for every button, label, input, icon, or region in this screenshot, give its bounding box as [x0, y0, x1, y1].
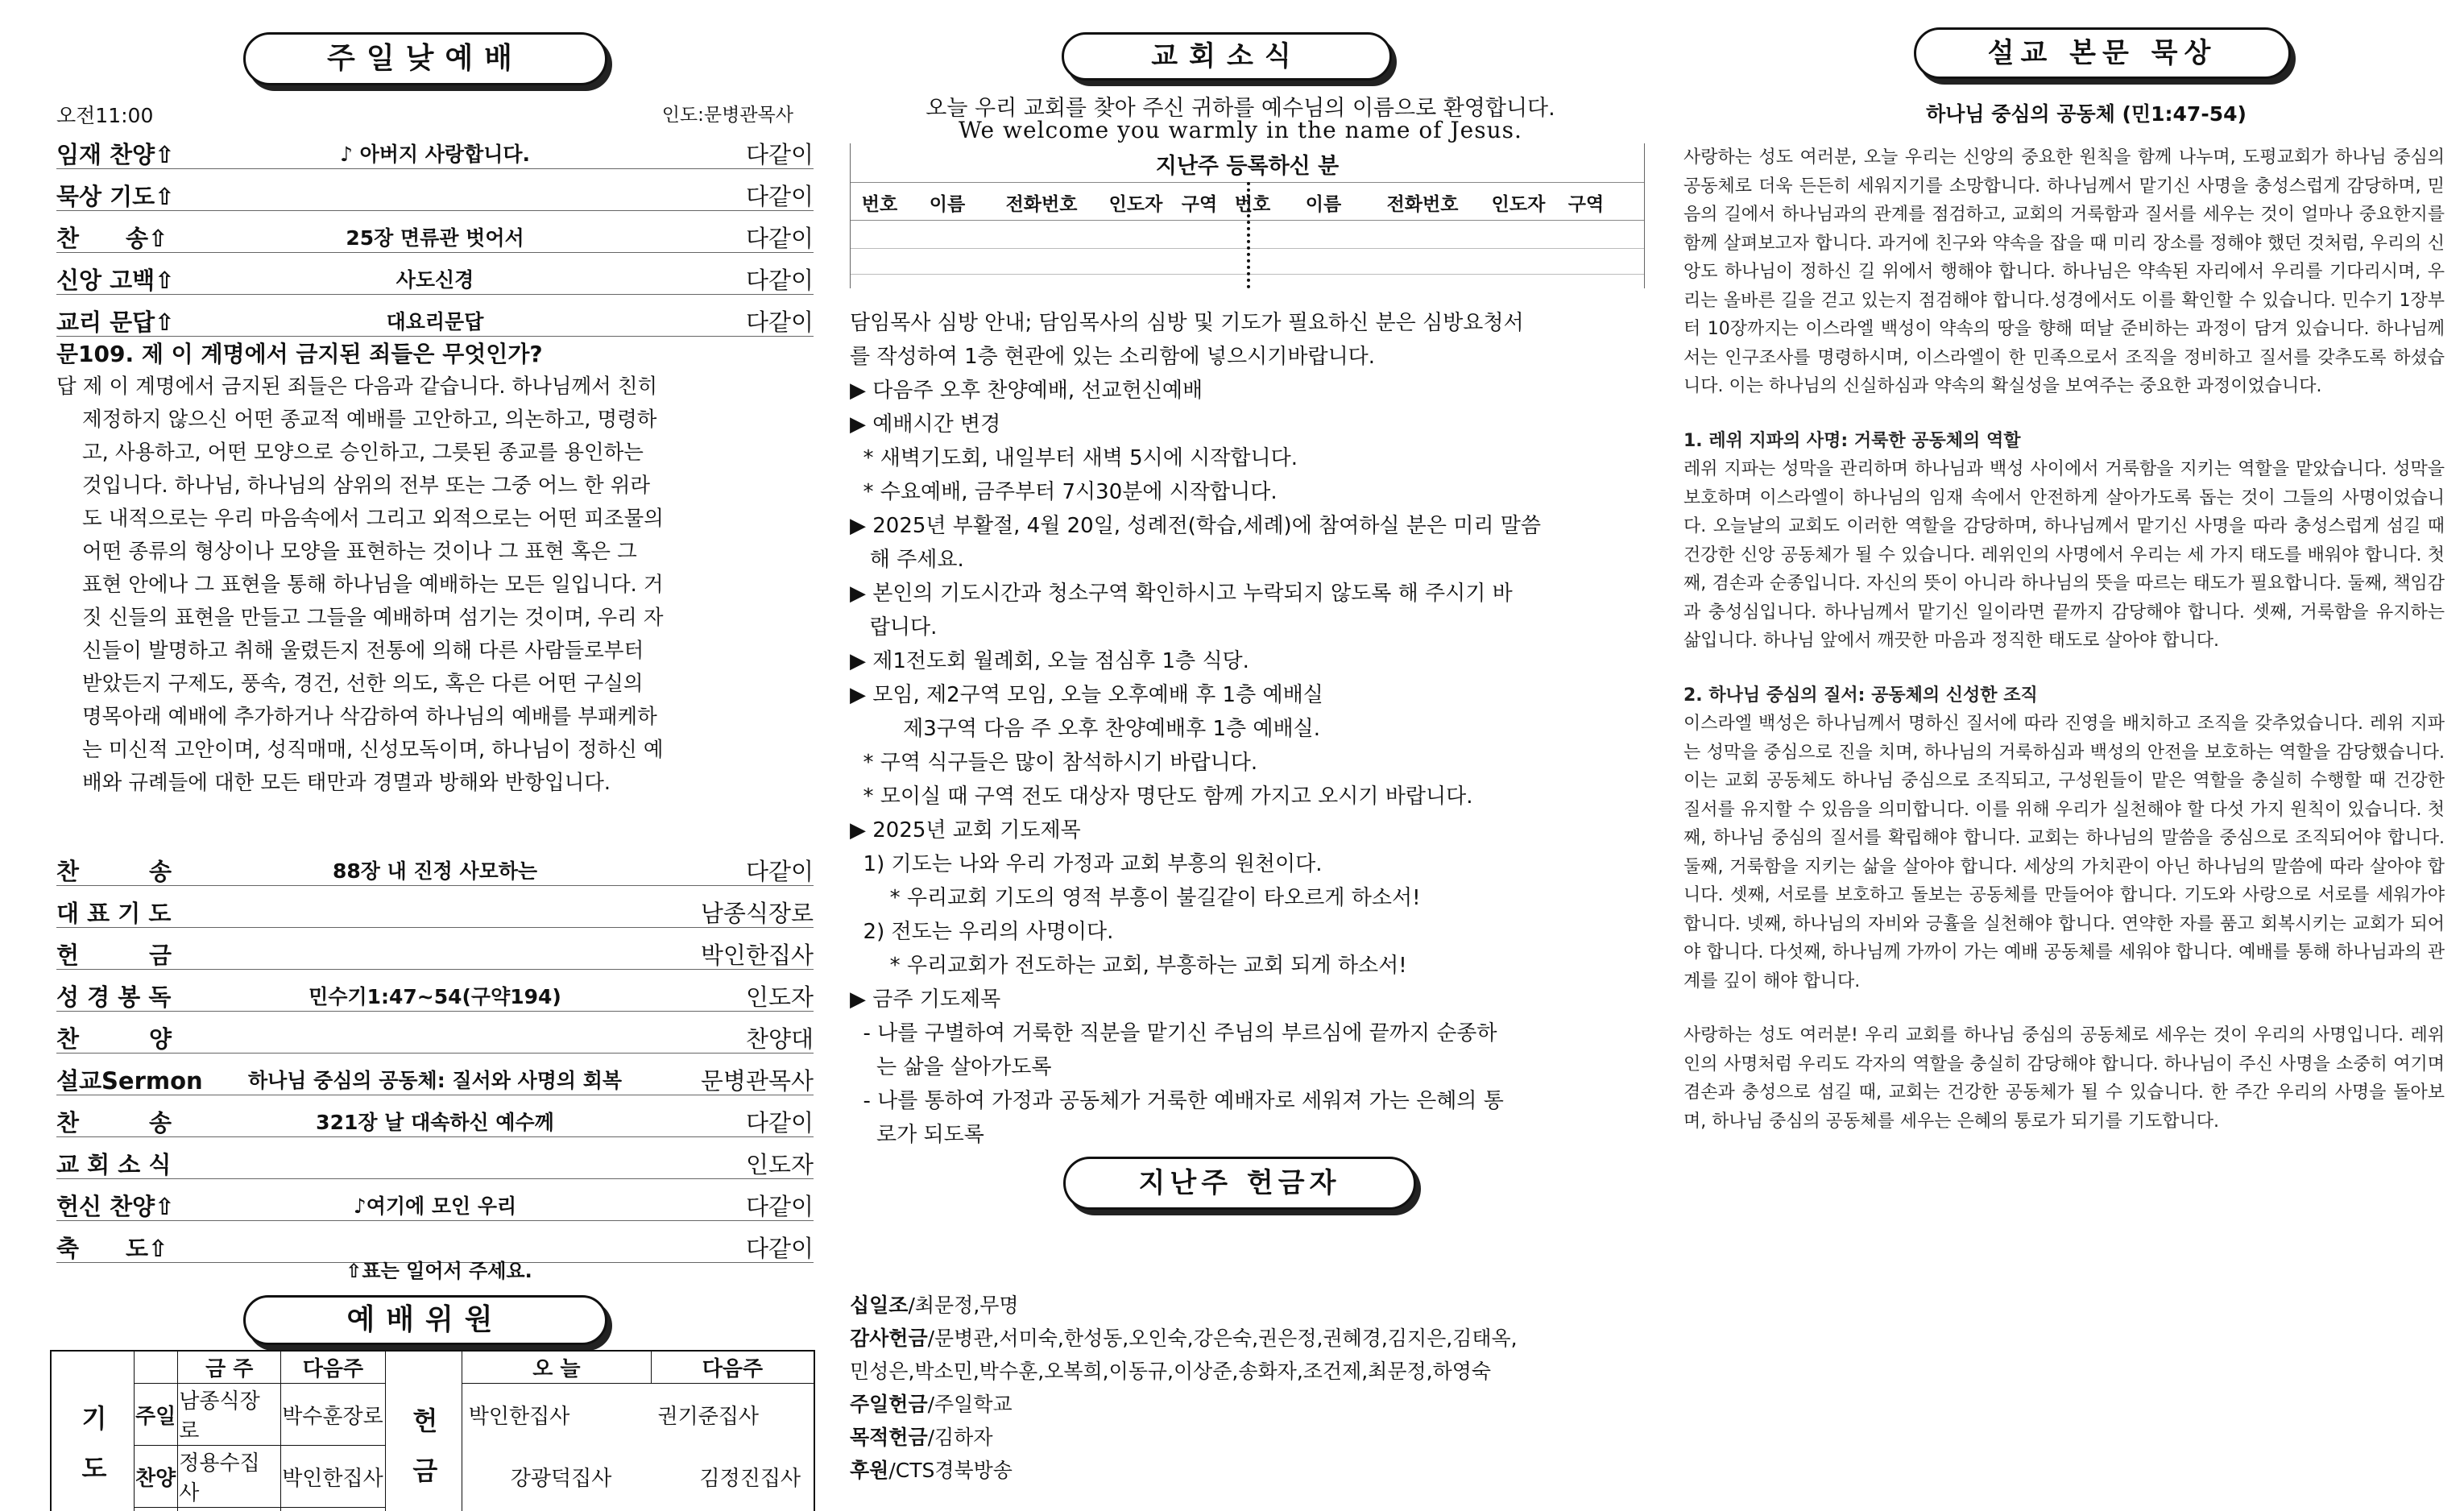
catechism-line: 신들이 발명하고 취해 울렸든지 전통에 의해 다른 사람들로부터 — [82, 639, 644, 663]
news-line: 랍니다. — [850, 615, 938, 640]
order-label: 헌신 찬양⇧ — [56, 1193, 175, 1220]
news-line: 2) 전도는 우리의 사명이다. — [850, 920, 1114, 944]
order-person: 인도자 — [745, 1151, 814, 1178]
offerer-line: 목적헌금/김하자 — [850, 1426, 993, 1449]
worship-column — [32, 0, 814, 1511]
news-list — [850, 306, 1647, 1152]
news-line: ▶ 예배시간 변경 — [850, 412, 1001, 437]
catechism-line: 명목아래 예배에 추가하거나 삭감하여 하나님의 예배를 부패케하 — [82, 705, 657, 729]
order-person: 다같이 — [745, 858, 814, 885]
news-line: 는 삶을 살아가도록 — [850, 1055, 1052, 1079]
order-person: 인도자 — [745, 983, 814, 1011]
order-item: 88장 내 진정 사모하는 — [332, 859, 538, 883]
order-person: 다같이 — [745, 1235, 814, 1262]
order-label: 찬 양 — [56, 1025, 172, 1053]
order-item: 321장 날 대속하신 예수께 — [316, 1111, 554, 1134]
sermon-intro: 사랑하는 성도 여러분, 오늘 우리는 신앙의 중요한 원칙을 함께 나누며, 도평교회가 하나님 중심의 공동체로 더욱 든든히 세워지기를 소망합니다. 하나님께서 맡기신 사명을 충성스럽게 감당하며, 믿음의 길에서 하나님과의 관계를 점검하고, 교회의 거룩함과 질서를 세우는 것이 얼마나 중요한지를 함께 살펴보고자 합니다. 과거에 친구와 약속을 잡을 때 미리 장소를 정해야 했던 것처럼, 우리의 신앙도 하나님이 정하신 길 위에서 행해야 합니다. 하나님은 약속된 자리에서 우리를 기다리시며, 우리는 올바른 길을 걷고 있는지 점검해야 합니다.성경에서도 이를 확인할 수 있습니다. 민수기 1장부터 10장까지는 이스라엘 백성이 약속의 땅을 향해 떠날 준비하는 과정이 담겨 있습니다. 하나님께서는 인구조사를 명령하시며, 이스라엘이 한 민족으로서 조직을 정비하고 질서를 갖추도록 하셨습니다. 이는 하나님의 신실하심과 약속의 확실성을 보여주는 중요한 과정이었습니다. — [1683, 147, 2445, 396]
news-line: 해 주세요. — [850, 548, 964, 572]
prayer-this: 정용수집사 — [178, 1446, 281, 1508]
section-2-body: 이스라엘 백성은 하나님께서 명하신 질서에 따라 진영을 배치하고 조직을 갖추었습니다. 레위 지파는 성막을 중심으로 진을 치며, 하나님의 거룩하심과 백성의 안전을 보호하는 역할을 감당했습니다. 이는 교회 공동체도 하나님 중심으로 조직되고, 구성원들이 맡은 역할을 충실히 수행할 때 건강한 질서를 유지할 수 있음을 의미합니다. 이를 위해 우리가 실천해야 할 다섯 가지 원칙이 있습니다. 첫째, 하나님 중심의 질서를 확립해야 합니다. 교회는 하나님의 말씀을 중심으로 조직되어야 합니다. 둘째, 거룩함을 지키는 삶을 살아야 합니다. 세상의 가치관이 아닌 하나님의 말씀에 따라 살아야 합니다. 셋째, 서로를 보호하고 돌보는 공동체를 만들어야 합니다. 기도와 사랑으로 서로를 세워가야 합니다. 넷째, 하나님의 자비와 긍휼을 실천해야 합니다. 연약한 자를 품고 회복시키는 교회가 되어야 합니다. 다섯째, 하나님께 가까이 가는 예배 공동체를 세워야 합니다. 예배를 통해 하나님과의 관계를 깊이 해야 합니다. — [1683, 714, 2445, 991]
catechism-line: 배와 규례들에 대한 모든 태만과 경멸과 방해와 반항입니다. — [82, 771, 611, 795]
order-label: 찬 송 — [56, 858, 172, 885]
registration-title: 지난주 등록하신 분 — [1155, 154, 1340, 179]
news-line: * 새벽기도회, 내일부터 새벽 5시에 시작합니다. — [850, 446, 1298, 470]
order-label: 대 표 기 도 — [56, 900, 172, 927]
news-line: 1) 기도는 나와 우리 가정과 교회 부흥의 원천이다. — [850, 852, 1323, 876]
registration-header: 전화번호 — [1386, 194, 1459, 215]
news-line: - 나를 통하여 가정과 공동체가 거룩한 예배자로 세워져 가는 은혜의 통 — [850, 1089, 1504, 1113]
news-line: ▶ 다음주 오후 찬양예배, 선교헌신예배 — [850, 379, 1203, 403]
news-line: 로가 되도록 — [850, 1123, 984, 1147]
order-label: 묵상 기도⇧ — [56, 183, 175, 210]
order-label: 성 경 봉 독 — [56, 983, 172, 1011]
registration-header: 전화번호 — [1005, 194, 1078, 215]
order-item: 민수기1:47~54(구약194) — [309, 985, 561, 1008]
order-row — [56, 132, 814, 169]
worship-time: 오전11:00 — [56, 104, 154, 127]
registration-header: 번호 — [1234, 194, 1271, 215]
order-person: 다같이 — [745, 141, 814, 168]
offering-today: 강광덕집사 — [510, 1466, 612, 1491]
head-next-week-2: 다음주 — [651, 1351, 814, 1384]
prayer-this — [178, 1508, 281, 1511]
catechism-answer — [56, 371, 814, 800]
news-line: 제3구역 다음 주 오후 찬양예배후 1층 예배실. — [850, 717, 1321, 741]
news-line: * 우리교회가 전도하는 교회, 부흥하는 교회 되게 하소서! — [850, 954, 1407, 978]
order-item: ♪ 아버지 사랑합니다. — [339, 143, 531, 166]
order-row — [56, 975, 814, 1012]
catechism-line: 고, 사용하고, 어떤 모양으로 승인하고, 그릇된 종교를 용인하는 — [82, 441, 644, 465]
order-label: 찬 송⇧ — [56, 225, 168, 252]
news-line: ▶ 금주 기도제목 — [850, 987, 1001, 1012]
order-label: 찬 송 — [56, 1109, 172, 1136]
section-2-heading: 2. 하나님 중심의 질서: 공동체의 신성한 조직 — [1683, 685, 2038, 706]
offerers-title: 지난주 헌금자 — [1063, 1157, 1416, 1210]
catechism-line: 표현 안에나 그 표현을 통해 하나님을 예배하는 모든 일입니다. 거 — [82, 573, 664, 597]
news-line: ▶ 2025년 교회 기도제목 — [850, 818, 1081, 842]
order-row — [56, 891, 814, 928]
offerer-line: 주일헌금/주일학교 — [850, 1393, 1013, 1416]
prayer-service — [135, 1508, 178, 1511]
order-label: 임재 찬양⇧ — [56, 141, 175, 168]
order-item: 하나님 중심의 공동체: 질서와 사명의 회복 — [247, 1069, 623, 1092]
registration-header: 이름 — [1305, 194, 1342, 215]
news-line: * 우리교회 기도의 영적 부흥이 불길같이 타오르게 하소서! — [850, 886, 1421, 910]
order-row — [56, 1058, 814, 1095]
roles-table — [50, 1350, 815, 1511]
worship-title: 주일낮예배 — [243, 32, 607, 85]
offering-next: 김정진집사 — [699, 1466, 801, 1491]
prayer-service: 찬양 — [135, 1446, 178, 1508]
order-person: 다같이 — [745, 1109, 814, 1136]
offerer-line: 감사헌금/문병관,서미숙,한성동,오인숙,강은숙,권은정,권혜경,김지은,김태옥, — [850, 1327, 1518, 1350]
order-row — [56, 1142, 814, 1179]
catechism-line: 답 제 이 계명에서 금지된 죄들은 다음과 같습니다. 하나님께서 친히 — [56, 375, 658, 399]
order-person: 다같이 — [745, 225, 814, 252]
news-line: ▶ 본인의 기도시간과 청소구역 확인하시고 누락되지 않도록 해 주시기 바 — [850, 582, 1513, 606]
news-line: * 수요예배, 금주부터 7시30분에 시작합니다. — [850, 480, 1278, 504]
registration-header: 구역 — [1181, 194, 1218, 215]
order-item: 25장 면류관 벗어서 — [346, 226, 524, 250]
worship-leader: 인도:문병관목사 — [661, 105, 793, 126]
order-label: 교 회 소 식 — [56, 1151, 172, 1178]
catechism-line: 것입니다. 하나님, 하나님의 삼위의 전부 또는 그중 어느 한 위라 — [82, 474, 650, 498]
registration-header: 인도자 — [1108, 194, 1163, 215]
order-person: 다같이 — [745, 267, 814, 294]
news-line: 를 작성하여 1층 현관에 있는 소리함에 넣으시기바랍니다. — [850, 345, 1376, 369]
prayer-next — [281, 1508, 386, 1511]
news-title: 교회소식 — [1062, 32, 1392, 81]
catechism-line: 짓 신들의 표현을 만들고 그들을 예배하며 섬기는 것이며, 우리 자 — [82, 606, 664, 630]
registration-header: 번호 — [861, 194, 898, 215]
order-label: 교리 문답⇧ — [56, 308, 175, 336]
offerers-list — [850, 1289, 1647, 1487]
registration-header: 이름 — [929, 194, 966, 215]
registration-box — [850, 143, 1645, 288]
section-1-heading: 1. 레위 지파의 사명: 거룩한 공동체의 역할 — [1683, 430, 2021, 451]
catechism-line: 도 내적으로는 우리 마음속에서 그리고 외적으로는 어떤 피조물의 — [82, 507, 664, 531]
prayer-this: 남종식장로 — [178, 1384, 281, 1446]
sermon-title: 설교 본문 묵상 — [1914, 27, 2291, 79]
order-row — [56, 1100, 814, 1137]
head-today: 오 늘 — [462, 1351, 651, 1384]
news-column — [838, 0, 1643, 1511]
section-1-body: 레위 지파는 성막을 관리하며 하나님과 백성 사이에서 거룩함을 지키는 역할을 맡았습니다. 성막을 보호하며 이스라엘이 하나님의 임재 속에서 안전하게 살아가도록 돕는 것이 그들의 사명이었습니다. 오늘날의 교회도 이러한 역할을 감당하며, 하나님께서 맡기신 사명을 따라 충성스럽게 섬길 때 건강한 신앙 공동체가 될 수 있습니다. 레위인의 사명에서 우리는 세 가지 태도를 배워야 합니다. 첫째, 겸손과 순종입니다. 자신의 뜻이 아니라 하나님의 뜻을 따르는 태도가 필요합니다. 둘째, 책임감과 충성심입니다. 하나님께서 맡기신 일이라면 끝까지 감당해야 합니다. 셋째, 거룩함을 유지하는 삶입니다. 하나님 앞에서 깨끗한 마음과 정직한 태도로 살아야 합니다. — [1683, 459, 2445, 651]
prayer-service: 주일 — [135, 1384, 178, 1446]
offering-label: 헌금 — [385, 1351, 462, 1511]
order-row — [56, 1184, 814, 1221]
order-row — [56, 174, 814, 211]
news-line: 담임목사 심방 안내; 담임목사의 심방 및 기도가 필요하신 분은 심방요청서 — [850, 311, 1524, 335]
order-person: 다같이 — [745, 308, 814, 336]
news-line: * 구역 식구들은 많이 참석하시기 바랍니다. — [850, 751, 1258, 775]
sermon-subtitle: 하나님 중심의 공동체 (민1:47-54) — [1926, 102, 2247, 126]
order-row — [56, 258, 814, 295]
sermon-column — [1683, 0, 2449, 1511]
offerer-line: 민성은,박소민,박수훈,오복희,이동규,이상준,송화자,조건제,최문정,하영숙 — [850, 1360, 1492, 1383]
order-person: 다같이 — [745, 183, 814, 210]
offering-today — [462, 1508, 651, 1511]
head-next-week: 다음주 — [281, 1351, 386, 1384]
prayer-next: 박인한집사 — [281, 1446, 386, 1508]
offering-next: 권기준집사 — [657, 1404, 760, 1429]
welcome-english: We welcome you warmly in the name of Jesus. — [959, 117, 1522, 143]
order-item: 사도신경 — [395, 268, 474, 292]
catechism-line: 제정하지 않으신 어떤 종교적 예배를 고안하고, 의논하고, 명령하 — [82, 408, 657, 432]
offerer-line: 십일조/최문정,무명 — [850, 1294, 1019, 1317]
news-line: ▶ 제1전도회 월례회, 오늘 점심후 1층 식당. — [850, 649, 1249, 673]
catechism-line: 받았든지 구제도, 풍속, 경건, 선한 의도, 혹은 다른 어떤 구실의 — [82, 672, 644, 696]
stand-note: ⇧표는 일어서 주세요. — [346, 1260, 532, 1282]
welcome-korean: 오늘 우리 교회를 찾아 주신 귀하를 예수님의 이름으로 환영합니다. — [926, 96, 1555, 121]
order-row — [56, 1016, 814, 1054]
registration-header: 구역 — [1567, 194, 1605, 215]
order-person: 문병관목사 — [700, 1067, 814, 1095]
order-label: 설교Sermon — [56, 1067, 203, 1095]
catechism-line: 는 미신적 고안이며, 성직매매, 신성모독이며, 하나님이 정하신 예 — [82, 738, 664, 762]
order-label: 신앙 고백⇧ — [56, 267, 175, 294]
head-this-week: 금 주 — [178, 1351, 281, 1384]
order-person: 박인한집사 — [700, 942, 814, 969]
offering-today: 박인한집사 — [468, 1404, 570, 1429]
prayer-next: 박수훈장로 — [281, 1384, 386, 1446]
order-row — [56, 216, 814, 253]
registration-header: 인도자 — [1491, 194, 1546, 215]
catechism-question: 문109. 제 이 계명에서 금지된 죄들은 무엇인가? — [56, 341, 543, 367]
prayer-label: 기도 — [51, 1351, 135, 1511]
order-row — [56, 933, 814, 970]
sermon-closing: 사랑하는 성도 여러분! 우리 교회를 하나님 중심의 공동체로 세우는 것이 우리의 사명입니다. 레위인의 사명처럼 우리도 각자의 역할을 충실히 감당해야 합니다. 하나님이 주신 사명을 소중히 여기며 겸손과 충성으로 섬길 때, 교회는 건강한 공동체가 될 수 있습니다. 한 주간 우리의 사명을 돌아보며, 하나님 중심의 공동체를 세우는 은혜의 통로가 되기를 기도합니다. — [1683, 1025, 2445, 1132]
news-line: - 나를 구별하여 거룩한 직분을 맡기신 주님의 부르심에 끝까지 순종하 — [850, 1021, 1497, 1045]
news-line: ▶ 2025년 부활절, 4월 20일, 성례전(학습,세례)에 참여하실 분은 미리 말씀 — [850, 514, 1542, 538]
catechism-line: 어떤 종류의 형상이나 모양을 표현하는 것이나 그 표현 혹은 그 — [82, 540, 637, 564]
news-line: ▶ 모임, 제2구역 모임, 오늘 오후예배 후 1층 예배실 — [850, 683, 1323, 707]
order-item: ♪여기에 모인 우리 — [353, 1194, 517, 1218]
order-person: 남종식장로 — [700, 900, 814, 927]
order-row — [56, 849, 814, 886]
order-label: 축 도⇧ — [56, 1235, 168, 1262]
roles-title: 예배위원 — [243, 1295, 607, 1345]
news-line: * 모이실 때 구역 전도 대상자 명단도 함께 가지고 오시기 바랍니다. — [850, 784, 1473, 809]
order-label: 헌 금 — [56, 942, 172, 969]
offerer-line: 후원/CTS경북방송 — [850, 1459, 1013, 1482]
order-row — [56, 300, 814, 337]
sermon-body — [1683, 143, 2445, 1136]
order-person: 찬양대 — [745, 1025, 814, 1053]
offering-next — [651, 1508, 814, 1511]
order-item: 대요리문답 — [386, 310, 484, 333]
order-person: 다같이 — [745, 1193, 814, 1220]
